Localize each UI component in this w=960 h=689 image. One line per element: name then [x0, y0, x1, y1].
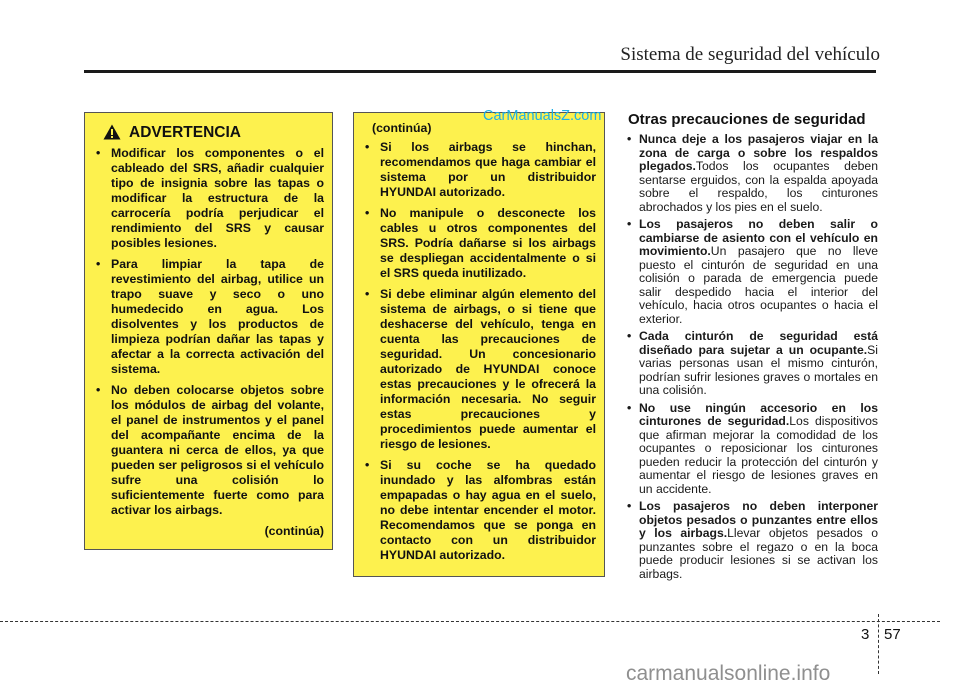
list-item — [624, 133, 878, 214]
list-item — [624, 402, 878, 497]
footer-rule — [0, 621, 940, 622]
item-body: Un pasajero que no lleve puesto el cinturón de seguridad en una colisión o parada de emergencia puede salir despedido hacia el interior del vehículo, hacia otros ocupantes o hacia el exterior. — [639, 244, 878, 326]
continued-label: (continúa) — [264, 524, 324, 538]
item-body: Los dispositivos que afirman mejorar la comodidad de los ocupantes o reposicionar los cinturones pueden reducir la protección del cinturón y aumentar el riesgo de lesiones graves en un accidente. — [639, 414, 878, 496]
page-number-separator — [878, 614, 879, 674]
precautions-section — [624, 111, 878, 585]
list-item — [624, 500, 878, 581]
warning-title: ADVERTENCIA — [129, 123, 241, 141]
item-body: Llevar objetos pesados o punzantes sobre el regazo o en la boca puede producir lesiones si se activan los airbags. — [639, 526, 878, 581]
continued-warning-box — [353, 112, 605, 577]
item-body: Todos los ocupantes deben sentarse erguidos, con la espalda apoyada sobre el respaldo, los cinturones abrochados y los pies en el suelo. — [639, 159, 878, 214]
item-lead: Los pasajeros no deben interponer objetos pesados o punzantes entre ellos y los airbags. — [639, 499, 878, 540]
warning-triangle-icon — [103, 124, 121, 140]
page-number: 57 — [884, 626, 901, 643]
list-item: • No deben colocarse objetos sobre los módulos de airbag del volante, el panel de instrumentos y el panel del acompañante encima de la guantera ni cerca de ellos, ya que pueden ser peligrosos si el vehículo sufre una colisión lo suficientemente fuerte como para activar los airbags. — [93, 383, 324, 518]
footer-site-watermark: carmanualsonline.info — [626, 662, 831, 685]
watermark: CarManualsZ.com — [483, 108, 602, 124]
continued-heading: (continúa) — [372, 121, 432, 135]
list-item: • Modificar los componentes o el cableado del SRS, añadir cualquier tipo de insignia sobre las tapas o modificar la estructura de la carrocería podría perjudicar el rendimiento del SRS y causar posibles lesiones. — [93, 146, 324, 251]
warning-list — [93, 146, 324, 518]
warning-box — [84, 112, 333, 550]
warning-header — [103, 124, 324, 140]
section-title: Otras precauciones de seguridad — [628, 111, 866, 128]
list-item — [624, 218, 878, 326]
list-item: • Si los airbags se hinchan, recomendamos que haga cambiar el sistema por un distribuidor HYUNDAI autorizado. — [362, 140, 596, 200]
item-lead: Los pasajeros no deben salir o cambiarse de asiento con el vehículo en movimiento. — [639, 217, 878, 258]
chapter-number: 3 — [861, 626, 870, 643]
list-item: • Para limpiar la tapa de revestimiento del airbag, utilice un trapo suave y seco o uno humedecido en agua. Los disolventes y los productos de limpieza podrían dañar las tapas y afectar a la correcta activación del sistema. — [93, 257, 324, 377]
list-item: • Si su coche se ha quedado inundado y las alfombras están empapadas o hay agua en el suelo, no debe intentar encender el motor. Recomendamos que se ponga en contacto con un distribuidor HYUNDAI autorizado. — [362, 458, 596, 563]
header-rule — [84, 70, 876, 73]
page-header-title: Sistema de seguridad del vehículo — [620, 44, 880, 65]
item-lead: No use ningún accesorio en los cinturones de seguridad. — [639, 400, 878, 428]
item-body: Si varias personas usan el mismo cinturón, podrían sufrir lesiones graves o mortales en una colisión. — [639, 342, 878, 397]
list-item: • Si debe eliminar algún elemento del sistema de airbags, o si tiene que deshacerse del vehículo, tenga en cuenta las precauciones de seguridad. Un concesionario autorizado de HYUNDAI conoce estas precauciones y le ofrecerá la información necesaria. No seguir estas precauciones y procedimientos puede aumentar el riesgo de lesiones. — [362, 287, 596, 452]
list-item — [624, 330, 878, 398]
continued-list — [362, 140, 596, 563]
list-item: • No manipule o desconecte los cables u otros componentes del SRS. Podría dañarse si los airbags se despliegan accidentalmente o si el SRS queda inutilizado. — [362, 206, 596, 281]
item-lead: Cada cinturón de seguridad está diseñado para sujetar a un ocupante. — [639, 329, 878, 357]
item-lead: Nunca deje a los pasajeros viajar en la zona de carga o sobre los respaldos plegados. — [639, 132, 878, 173]
precautions-list — [624, 133, 878, 581]
